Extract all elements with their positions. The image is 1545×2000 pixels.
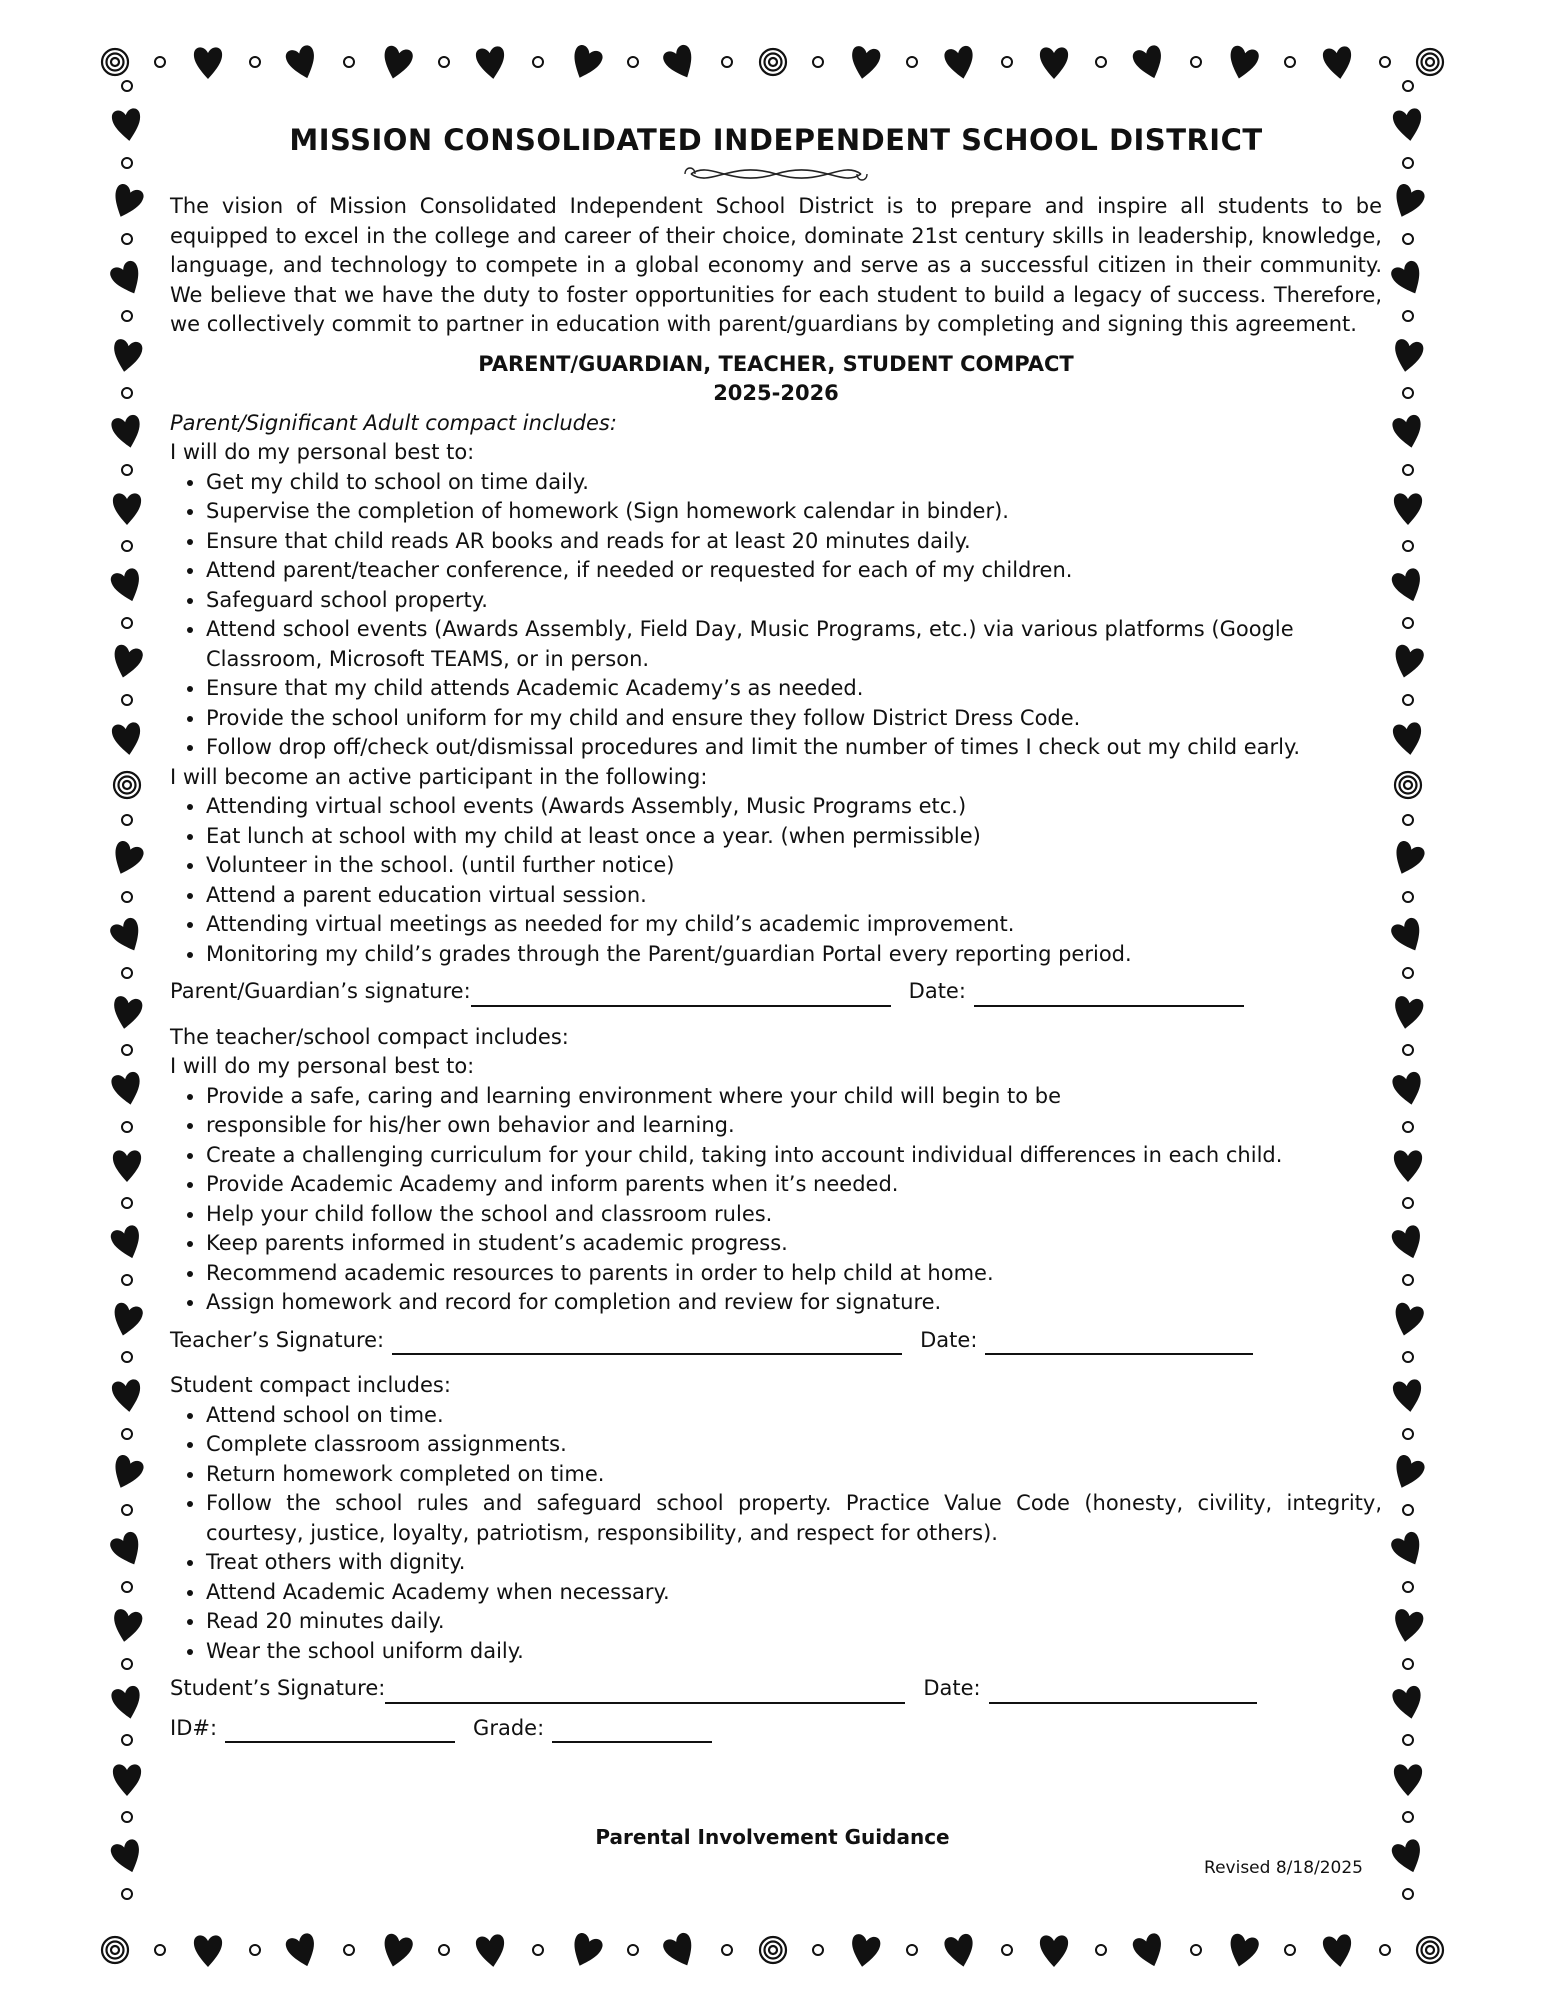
parent-list — [170, 468, 1382, 763]
circle-dot-icon — [1402, 967, 1414, 979]
heart-icon — [110, 1606, 144, 1644]
heart-icon — [848, 1931, 882, 1969]
heart-icon — [848, 43, 882, 81]
circle-dot-icon — [121, 1504, 133, 1516]
list-item: • Keep parents informed in student’s academic progress. — [206, 1229, 1382, 1259]
heart-icon — [1391, 182, 1425, 220]
circle-dot-icon — [121, 1811, 133, 1823]
heart-icon — [1391, 839, 1425, 877]
heart-icon — [1391, 1300, 1425, 1338]
list-item: • Attend school on time. — [206, 1401, 1382, 1431]
heart-icon — [1391, 336, 1425, 374]
circle-dot-icon — [906, 56, 918, 68]
circle-dot-icon — [1001, 56, 1013, 68]
circle-dot-icon — [1402, 157, 1414, 169]
student-id-row — [170, 1714, 1382, 1744]
border-left — [97, 80, 157, 1900]
circle-dot-icon — [1402, 1197, 1414, 1209]
heart-icon — [1132, 1931, 1166, 1969]
parent-signature-row — [170, 977, 1382, 1007]
list-item: • responsible for his/her own behavior and learning. — [206, 1111, 1382, 1141]
heart-icon — [1226, 43, 1260, 81]
circle-dot-icon — [343, 1944, 355, 1956]
heart-icon — [1321, 43, 1355, 81]
circle-dot-icon — [343, 56, 355, 68]
heart-icon — [110, 1760, 144, 1798]
circle-dot-icon — [154, 56, 166, 68]
list-item: • Create a challenging curriculum for your child, taking into account individual differences in each child. — [206, 1141, 1382, 1171]
compact-title: PARENT/GUARDIAN, TEACHER, STUDENT COMPACT — [478, 351, 1074, 376]
circle-dot-icon — [154, 1944, 166, 1956]
target-circle-icon — [758, 1935, 788, 1965]
circle-dot-icon — [1379, 56, 1391, 68]
heart-icon — [110, 489, 144, 527]
heart-icon — [1391, 916, 1425, 954]
list-item: • Ensure that child reads AR books and reads for at least 20 minutes daily. — [206, 527, 1382, 557]
heart-icon — [1391, 1453, 1425, 1491]
list-item: • Attend a parent education virtual session. — [206, 881, 1382, 911]
parent-signature-field[interactable] — [471, 983, 891, 1007]
heart-icon — [474, 1931, 508, 1969]
circle-dot-icon — [121, 310, 133, 322]
heart-icon — [110, 182, 144, 220]
circle-dot-icon — [121, 540, 133, 552]
student-id-label: ID#: — [170, 1715, 218, 1740]
heart-icon — [1391, 1760, 1425, 1798]
circle-dot-icon — [1402, 617, 1414, 629]
heart-icon — [1391, 489, 1425, 527]
heart-icon — [110, 993, 144, 1031]
list-item: • Follow drop off/check out/dismissal procedures and limit the number of times I check out my child early. — [206, 733, 1382, 763]
teacher-date-label: Date: — [920, 1327, 978, 1352]
circle-dot-icon — [1402, 1044, 1414, 1056]
teacher-signature-field[interactable] — [392, 1331, 902, 1355]
heart-icon — [110, 1376, 144, 1414]
heart-icon — [1391, 566, 1425, 604]
parent-date-field[interactable] — [974, 983, 1244, 1007]
target-circle-icon — [1415, 1935, 1445, 1965]
circle-dot-icon — [1402, 1274, 1414, 1286]
circle-dot-icon — [721, 56, 733, 68]
heart-icon — [110, 259, 144, 297]
heart-icon — [1391, 1223, 1425, 1261]
vision-statement: The vision of Mission Consolidated Independent School District is to prepare and inspire all students to be equipped to excel in the college and career of their choice, dominate 21st century skills in leadership, knowledge, language, and technology to compete in a global economy and serve as a successful citizen in their community. We believe that we have the duty to foster opportunities for each student to build a legacy of success. Therefore, we collectively commit to partner in education with parent/guardians by completing and signing this agreement. — [170, 194, 1382, 336]
heart-icon — [191, 1931, 225, 1969]
circle-dot-icon — [627, 1944, 639, 1956]
heart-icon — [110, 642, 144, 680]
circle-dot-icon — [121, 1428, 133, 1440]
circle-dot-icon — [438, 1944, 450, 1956]
heart-icon — [110, 839, 144, 877]
circle-dot-icon — [121, 387, 133, 399]
circle-dot-icon — [1190, 1944, 1202, 1956]
heart-icon — [943, 1931, 977, 1969]
circle-dot-icon — [1402, 814, 1414, 826]
circle-dot-icon — [1095, 1944, 1107, 1956]
student-date-label: Date: — [923, 1676, 981, 1700]
circle-dot-icon — [1402, 80, 1414, 92]
circle-dot-icon — [906, 1944, 918, 1956]
heart-icon — [474, 43, 508, 81]
heart-icon — [1391, 719, 1425, 757]
list-item: • Attending virtual school events (Awards Assembly, Music Programs etc.) — [206, 792, 1382, 822]
heart-icon — [285, 1931, 319, 1969]
heart-icon — [1391, 993, 1425, 1031]
circle-dot-icon — [438, 56, 450, 68]
compact-year: 2025-2026 — [713, 381, 839, 405]
heart-icon — [1391, 105, 1425, 143]
circle-dot-icon — [121, 80, 133, 92]
list-item: • Safeguard school property. — [206, 586, 1382, 616]
parent-signature-label: Parent/Guardian’s signature: — [170, 979, 471, 1003]
list-item: • Provide the school uniform for my child and ensure they follow District Dress Code. — [206, 704, 1382, 734]
circle-dot-icon — [121, 1274, 133, 1286]
circle-dot-icon — [1402, 540, 1414, 552]
student-grade-field[interactable] — [552, 1719, 712, 1743]
circle-dot-icon — [1402, 1658, 1414, 1670]
heart-icon — [1037, 1931, 1071, 1969]
circle-dot-icon — [1190, 56, 1202, 68]
heart-icon — [191, 43, 225, 81]
border-top — [100, 32, 1445, 92]
circle-dot-icon — [1402, 387, 1414, 399]
heart-icon — [110, 1300, 144, 1338]
circle-dot-icon — [812, 1944, 824, 1956]
circle-dot-icon — [121, 1658, 133, 1670]
circle-dot-icon — [121, 694, 133, 706]
parent-intro-2: I will become an active participant in the following: — [170, 764, 708, 789]
circle-dot-icon — [532, 1944, 544, 1956]
circle-dot-icon — [121, 891, 133, 903]
list-item: • Read 20 minutes daily. — [206, 1607, 1382, 1637]
circle-dot-icon — [1402, 310, 1414, 322]
teacher-list — [170, 1082, 1382, 1318]
circle-dot-icon — [1402, 1121, 1414, 1133]
border-right — [1378, 80, 1438, 1900]
circle-dot-icon — [1379, 1944, 1391, 1956]
circle-dot-icon — [1402, 1734, 1414, 1746]
list-item: • Get my child to school on time daily. — [206, 468, 1382, 498]
circle-dot-icon — [121, 617, 133, 629]
heart-icon — [1321, 1931, 1355, 1969]
heart-icon — [1132, 43, 1166, 81]
heart-icon — [110, 719, 144, 757]
circle-dot-icon — [721, 1944, 733, 1956]
heart-icon — [380, 1931, 414, 1969]
heart-icon — [1391, 1606, 1425, 1644]
circle-dot-icon — [1001, 1944, 1013, 1956]
heart-icon — [663, 1931, 697, 1969]
parent-date-label: Date: — [908, 979, 966, 1003]
heart-icon — [1391, 642, 1425, 680]
list-item: • Attend Academic Academy when necessary. — [206, 1578, 1382, 1608]
list-item: • Provide Academic Academy and inform parents when it’s needed. — [206, 1170, 1382, 1200]
revised-date: Revised 8/18/2025 — [1204, 1858, 1363, 1878]
student-grade-label: Grade: — [473, 1715, 545, 1740]
circle-dot-icon — [249, 1944, 261, 1956]
heart-icon — [110, 1223, 144, 1261]
student-signature-row — [170, 1674, 1382, 1704]
student-signature-label: Student’s Signature: — [170, 1676, 386, 1700]
circle-dot-icon — [1402, 1428, 1414, 1440]
circle-dot-icon — [121, 814, 133, 826]
list-item: • Attending virtual meetings as needed for my child’s academic improvement. — [206, 910, 1382, 940]
heart-icon — [110, 105, 144, 143]
list-item: • Wear the school uniform daily. — [206, 1637, 1382, 1667]
circle-dot-icon — [121, 1197, 133, 1209]
teacher-heading: The teacher/school compact includes: — [170, 1024, 569, 1049]
parent-participation-list — [170, 792, 1382, 969]
parent-intro: I will do my personal best to: — [170, 440, 475, 464]
list-item: • Supervise the completion of homework (Sign homework calendar in binder). — [206, 497, 1382, 527]
compact-document — [170, 120, 1382, 1759]
list-item: • Attend school events (Awards Assembly, Field Day, Music Programs, etc.) via various platforms (Google Classroom, Microsoft TEAMS, or in person. — [206, 615, 1382, 674]
list-item: • Treat others with dignity. — [206, 1548, 1382, 1578]
heart-icon — [285, 43, 319, 81]
teacher-signature-row — [170, 1326, 1382, 1356]
list-item: • Follow the school rules and safeguard school property. Practice Value Code (honesty, civility, integrity, courtesy, justice, loyalty, patriotism, responsibility, and respect for others). — [206, 1489, 1382, 1548]
circle-dot-icon — [121, 1734, 133, 1746]
heart-icon — [110, 916, 144, 954]
list-item: • Attend parent/teacher conference, if needed or requested for each of my children. — [206, 556, 1382, 586]
circle-dot-icon — [1402, 1351, 1414, 1363]
list-item: • Monitoring my child’s grades through the Parent/guardian Portal every reporting period. — [206, 940, 1382, 970]
circle-dot-icon — [121, 1581, 133, 1593]
student-heading: Student compact includes: — [170, 1373, 451, 1397]
heart-icon — [569, 43, 603, 81]
target-circle-icon — [1393, 770, 1423, 800]
teacher-date-field[interactable] — [985, 1331, 1253, 1355]
circle-dot-icon — [1402, 694, 1414, 706]
heart-icon — [1037, 43, 1071, 81]
circle-dot-icon — [812, 56, 824, 68]
heart-icon — [1391, 412, 1425, 450]
heart-icon — [380, 43, 414, 81]
heart-icon — [110, 336, 144, 374]
heart-icon — [1391, 1530, 1425, 1568]
border-bottom — [100, 1920, 1445, 1980]
circle-dot-icon — [1284, 1944, 1296, 1956]
footer-title: Parental Involvement Guidance — [595, 1825, 950, 1849]
heart-icon — [110, 1069, 144, 1107]
circle-dot-icon — [1402, 464, 1414, 476]
circle-dot-icon — [121, 233, 133, 245]
teacher-intro: I will do my personal best to: — [170, 1054, 475, 1078]
list-item: • Volunteer in the school. (until further notice) — [206, 851, 1382, 881]
circle-dot-icon — [121, 157, 133, 169]
circle-dot-icon — [1402, 233, 1414, 245]
list-item: • Eat lunch at school with my child at least once a year. (when permissible) — [206, 822, 1382, 852]
teacher-signature-label: Teacher’s Signature: — [170, 1327, 385, 1352]
list-item: • Return homework completed on time. — [206, 1460, 1382, 1490]
target-circle-icon — [100, 1935, 130, 1965]
circle-dot-icon — [249, 56, 261, 68]
heart-icon — [1391, 259, 1425, 297]
heart-icon — [1391, 1683, 1425, 1721]
heart-icon — [1391, 1376, 1425, 1414]
circle-dot-icon — [1402, 891, 1414, 903]
heart-icon — [569, 1931, 603, 1969]
student-list — [170, 1401, 1382, 1667]
heart-icon — [110, 1146, 144, 1184]
heart-icon — [1226, 1931, 1260, 1969]
circle-dot-icon — [121, 464, 133, 476]
list-item: • Complete classroom assignments. — [206, 1430, 1382, 1460]
heart-icon — [110, 412, 144, 450]
list-item: • Ensure that my child attends Academic Academy’s as needed. — [206, 674, 1382, 704]
target-circle-icon — [100, 47, 130, 77]
student-signature-field[interactable] — [385, 1680, 905, 1704]
circle-dot-icon — [1402, 1811, 1414, 1823]
circle-dot-icon — [1095, 56, 1107, 68]
target-circle-icon — [1415, 47, 1445, 77]
list-item: • Help your child follow the school and classroom rules. — [206, 1200, 1382, 1230]
district-title: MISSION CONSOLIDATED INDEPENDENT SCHOOL DISTRICT — [289, 123, 1263, 157]
heart-icon — [110, 1530, 144, 1568]
student-date-field[interactable] — [989, 1680, 1257, 1704]
circle-dot-icon — [121, 1044, 133, 1056]
list-item: • Recommend academic resources to parents in order to help child at home. — [206, 1259, 1382, 1289]
heart-icon — [1391, 1069, 1425, 1107]
circle-dot-icon — [1402, 1581, 1414, 1593]
circle-dot-icon — [121, 1121, 133, 1133]
parent-heading: Parent/Significant Adult compact includes: — [170, 410, 617, 435]
circle-dot-icon — [532, 56, 544, 68]
circle-dot-icon — [1284, 56, 1296, 68]
flourish-divider-icon — [681, 162, 871, 186]
target-circle-icon — [112, 770, 142, 800]
circle-dot-icon — [1402, 1888, 1414, 1900]
circle-dot-icon — [121, 1888, 133, 1900]
circle-dot-icon — [627, 56, 639, 68]
heart-icon — [110, 566, 144, 604]
circle-dot-icon — [1402, 1504, 1414, 1516]
heart-icon — [943, 43, 977, 81]
heart-icon — [110, 1453, 144, 1491]
list-item: • Assign homework and record for completion and review for signature. — [206, 1288, 1382, 1318]
heart-icon — [1391, 1146, 1425, 1184]
target-circle-icon — [758, 47, 788, 77]
list-item: • Provide a safe, caring and learning environment where your child will begin to be — [206, 1082, 1382, 1112]
heart-icon — [663, 43, 697, 81]
heart-icon — [110, 1683, 144, 1721]
circle-dot-icon — [121, 967, 133, 979]
student-id-field[interactable] — [225, 1719, 455, 1743]
circle-dot-icon — [121, 1351, 133, 1363]
